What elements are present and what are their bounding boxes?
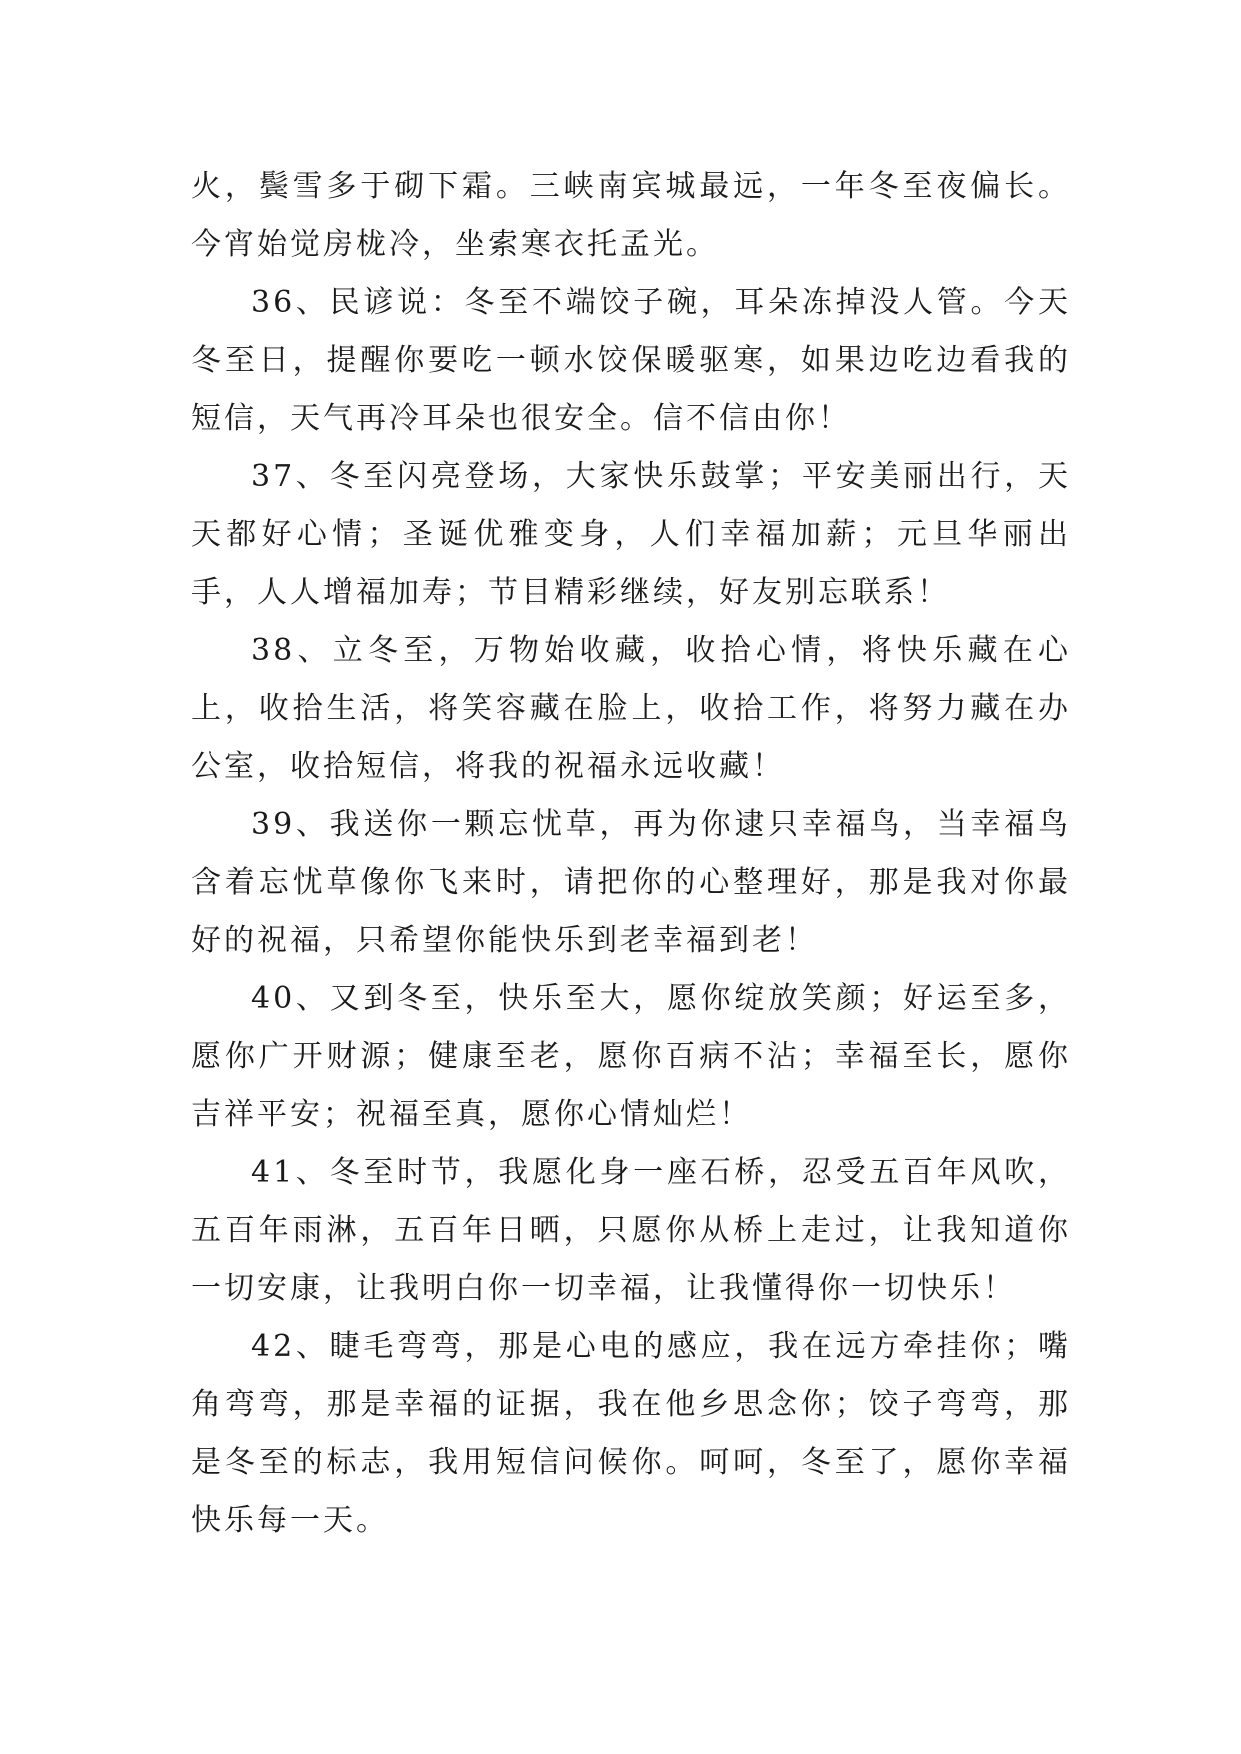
paragraph-39: 39、我送你一颗忘忧草，再为你逮只幸福鸟，当幸福鸟含着忘忧草像你飞来时，请把你的心整理好，那是我对你最好的祝福，只希望你能快乐到老幸福到老！ — [191, 807, 1071, 958]
paragraph-36: 36、民谚说：冬至不端饺子碗，耳朵冻掉没人管。今天冬至日，提醒你要吃一顿水饺保暖驱寒，如果边吃边看我的短信，天气再冷耳朵也很安全。信不信由你！ — [191, 285, 1071, 436]
document-body — [191, 158, 1071, 1550]
paragraph-41: 41、冬至时节，我愿化身一座石桥，忍受五百年风吹，五百年雨淋，五百年日晒，只愿你从桥上走过，让我知道你一切安康，让我明白你一切幸福，让我懂得你一切快乐！ — [191, 1155, 1071, 1306]
paragraph-40: 40、又到冬至，快乐至大，愿你绽放笑颜；好运至多，愿你广开财源；健康至老，愿你百病不沾；幸福至长，愿你吉祥平安；祝福至真，愿你心情灿烂！ — [191, 981, 1071, 1132]
paragraph-continuation: 火，鬓雪多于砌下霜。三峡南宾城最远，一年冬至夜偏长。今宵始觉房栊冷，坐索寒衣托孟光。 — [191, 169, 1071, 262]
paragraph-42: 42、睫毛弯弯，那是心电的感应，我在远方牵挂你；嘴角弯弯，那是幸福的证据，我在他乡思念你；饺子弯弯，那是冬至的标志，我用短信问候你。呵呵，冬至了，愿你幸福快乐每一天。 — [191, 1329, 1071, 1538]
paragraph-38: 38、立冬至，万物始收藏，收拾心情，将快乐藏在心上，收拾生活，将笑容藏在脸上，收拾工作，将努力藏在办公室，收拾短信，将我的祝福永远收藏！ — [191, 633, 1071, 784]
paragraph-37: 37、冬至闪亮登场，大家快乐鼓掌；平安美丽出行，天天都好心情；圣诞优雅变身，人们幸福加薪；元旦华丽出手，人人增福加寿；节目精彩继续，好友别忘联系！ — [191, 459, 1071, 610]
